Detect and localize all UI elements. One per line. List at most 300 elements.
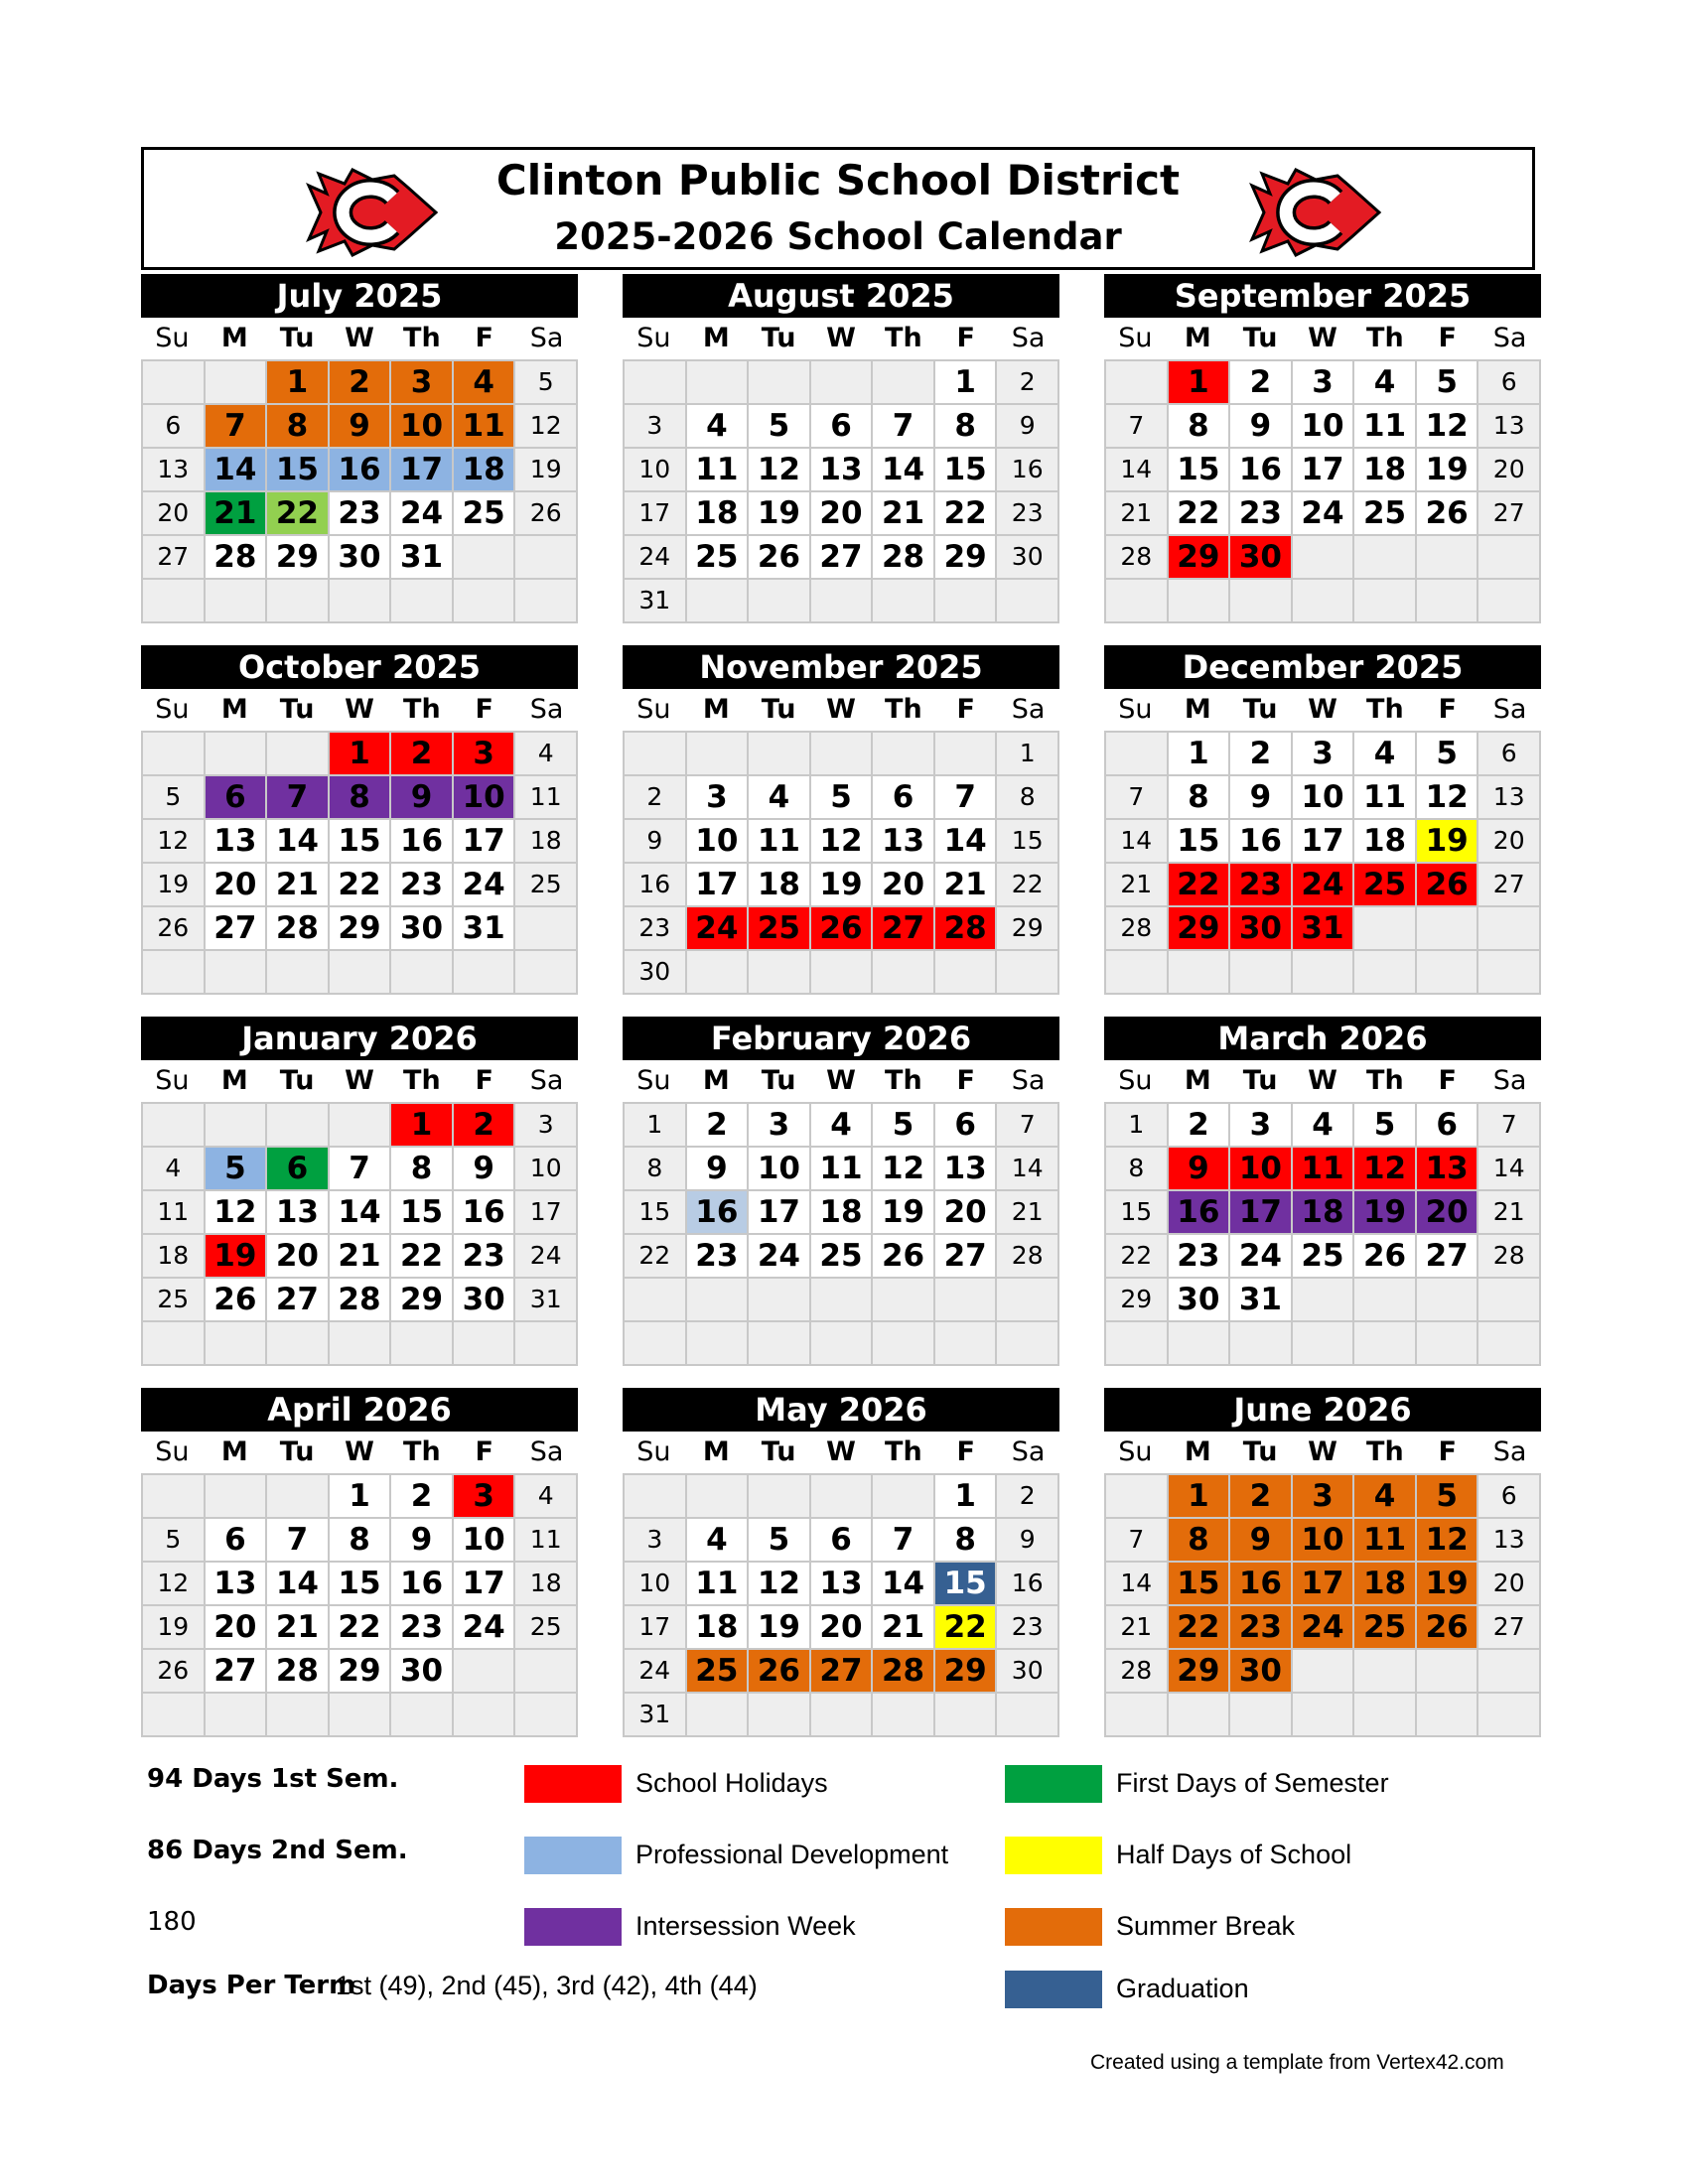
day-cell: 1: [267, 361, 330, 405]
day-cell: 8: [330, 1519, 392, 1563]
empty-cell: [997, 580, 1059, 623]
day-cell: 21: [997, 1191, 1059, 1235]
weekday-header: [623, 689, 1059, 731]
day-cell: 29: [1169, 907, 1231, 951]
day-cell: 27: [267, 1279, 330, 1322]
day-cell: 18: [1354, 1563, 1417, 1606]
weekday-label: F: [956, 694, 975, 725]
day-cell: 24: [1230, 1235, 1293, 1279]
day-cell: 18: [1354, 449, 1417, 492]
month-title: November 2025: [623, 645, 1059, 689]
empty-cell: [935, 951, 998, 995]
day-cell: 18: [749, 864, 811, 907]
day-cell: 24: [625, 1650, 687, 1694]
day-cell: 7: [935, 776, 998, 820]
empty-cell: [391, 951, 454, 995]
empty-cell: [330, 951, 392, 995]
day-cell: 23: [391, 1606, 454, 1650]
day-cell: 23: [997, 492, 1059, 536]
weekday-label: M: [702, 1065, 730, 1096]
day-cell: 27: [1478, 864, 1541, 907]
day-cell: 30: [391, 1650, 454, 1694]
day-cell: 12: [749, 449, 811, 492]
empty-cell: [1293, 1322, 1355, 1366]
day-cell: 28: [1106, 907, 1169, 951]
day-cell: 16: [687, 1191, 750, 1235]
day-cell: 16: [1230, 820, 1293, 864]
day-cell: 14: [873, 1563, 935, 1606]
day-grid: [1104, 731, 1541, 995]
day-cell: 19: [1417, 1563, 1479, 1606]
weekday-label: Su: [636, 323, 671, 353]
day-cell: 9: [1169, 1148, 1231, 1191]
empty-cell: [873, 733, 935, 776]
day-cell: 19: [873, 1191, 935, 1235]
empty-cell: [1354, 951, 1417, 995]
empty-cell: [811, 733, 874, 776]
day-cell: 1: [935, 361, 998, 405]
page-subtitle: 2025-2026 School Calendar: [554, 215, 1122, 258]
day-grid: [1104, 1473, 1541, 1737]
weekday-label: Tu: [761, 694, 796, 725]
weekday-label: Sa: [1492, 694, 1527, 725]
day-grid: [1104, 359, 1541, 623]
day-cell: 30: [330, 536, 392, 580]
day-cell: 24: [1293, 1606, 1355, 1650]
day-cell: 16: [1230, 1563, 1293, 1606]
day-cell: 15: [1169, 449, 1231, 492]
day-cell: 25: [454, 492, 516, 536]
day-cell: 4: [454, 361, 516, 405]
weekday-header: [141, 1060, 578, 1102]
day-cell: 28: [1106, 1650, 1169, 1694]
day-cell: 14: [206, 449, 268, 492]
day-cell: 30: [997, 536, 1059, 580]
weekday-label: F: [1438, 1436, 1457, 1467]
empty-cell: [935, 580, 998, 623]
day-cell: 10: [625, 449, 687, 492]
weekday-label: Tu: [1242, 1065, 1278, 1096]
weekday-header: [141, 689, 578, 731]
weekday-label: W: [826, 1065, 856, 1096]
day-cell: 11: [1354, 1519, 1417, 1563]
day-cell: 31: [1230, 1279, 1293, 1322]
day-cell: 12: [1417, 776, 1479, 820]
empty-cell: [1106, 1694, 1169, 1737]
day-cell: 20: [873, 864, 935, 907]
day-cell: 14: [935, 820, 998, 864]
empty-cell: [1106, 580, 1169, 623]
empty-cell: [1230, 580, 1293, 623]
empty-cell: [873, 1475, 935, 1519]
day-cell: 19: [1354, 1191, 1417, 1235]
day-cell: 2: [687, 1104, 750, 1148]
day-cell: 28: [997, 1235, 1059, 1279]
day-cell: 17: [625, 1606, 687, 1650]
day-cell: 28: [1106, 536, 1169, 580]
day-cell: 26: [143, 1650, 206, 1694]
day-cell: 23: [1230, 864, 1293, 907]
day-cell: 3: [454, 733, 516, 776]
day-cell: 19: [515, 449, 578, 492]
day-cell: 11: [687, 449, 750, 492]
weekday-label: W: [1308, 1065, 1337, 1096]
weekday-label: M: [220, 694, 248, 725]
empty-cell: [1478, 1322, 1541, 1366]
day-cell: 11: [515, 1519, 578, 1563]
empty-cell: [749, 1694, 811, 1737]
day-cell: 11: [143, 1191, 206, 1235]
day-cell: 27: [935, 1235, 998, 1279]
day-cell: 15: [330, 1563, 392, 1606]
day-grid: [1104, 1102, 1541, 1366]
day-cell: 8: [330, 776, 392, 820]
empty-cell: [1293, 536, 1355, 580]
day-cell: 28: [267, 907, 330, 951]
day-cell: 10: [454, 776, 516, 820]
weekday-label: W: [826, 694, 856, 725]
day-cell: 15: [625, 1191, 687, 1235]
weekday-label: Th: [1366, 1436, 1404, 1467]
empty-cell: [330, 580, 392, 623]
day-cell: 19: [143, 864, 206, 907]
empty-cell: [206, 361, 268, 405]
weekday-header: [623, 1060, 1059, 1102]
day-cell: 26: [749, 1650, 811, 1694]
day-cell: 15: [935, 449, 998, 492]
terms-value: 1st (49), 2nd (45), 3rd (42), 4th (44): [336, 1971, 758, 2000]
day-cell: 19: [206, 1235, 268, 1279]
weekday-label: Su: [636, 1065, 671, 1096]
day-cell: 8: [1169, 1519, 1231, 1563]
day-cell: 14: [267, 820, 330, 864]
weekday-label: Su: [1118, 1436, 1153, 1467]
day-grid: [623, 1102, 1059, 1366]
day-cell: 20: [267, 1235, 330, 1279]
empty-cell: [267, 1322, 330, 1366]
weekday-header: [623, 1432, 1059, 1473]
legend-swatch-summer: [1005, 1908, 1102, 1946]
weekday-label: Th: [1366, 323, 1404, 353]
day-cell: 28: [935, 907, 998, 951]
day-cell: 8: [1106, 1148, 1169, 1191]
day-cell: 22: [935, 1606, 998, 1650]
empty-cell: [1354, 907, 1417, 951]
empty-cell: [873, 1694, 935, 1737]
empty-cell: [1169, 1322, 1231, 1366]
day-cell: 9: [391, 776, 454, 820]
empty-cell: [391, 1694, 454, 1737]
day-cell: 5: [143, 1519, 206, 1563]
day-grid: [141, 359, 578, 623]
day-cell: 9: [1230, 1519, 1293, 1563]
day-cell: 24: [687, 907, 750, 951]
day-cell: 8: [1169, 776, 1231, 820]
empty-cell: [143, 580, 206, 623]
weekday-label: W: [1308, 1436, 1337, 1467]
day-cell: 25: [515, 864, 578, 907]
day-cell: 10: [1293, 405, 1355, 449]
day-cell: 1: [935, 1475, 998, 1519]
empty-cell: [391, 1322, 454, 1366]
day-cell: 11: [1354, 776, 1417, 820]
weekday-label: Sa: [1492, 323, 1527, 353]
weekday-label: Sa: [1492, 1065, 1527, 1096]
day-cell: 6: [935, 1104, 998, 1148]
weekday-label: M: [702, 694, 730, 725]
day-cell: 7: [1106, 1519, 1169, 1563]
empty-cell: [873, 580, 935, 623]
weekday-label: Tu: [761, 1065, 796, 1096]
day-cell: 20: [206, 1606, 268, 1650]
empty-cell: [811, 1279, 874, 1322]
day-cell: 5: [811, 776, 874, 820]
day-cell: 14: [873, 449, 935, 492]
empty-cell: [749, 361, 811, 405]
empty-cell: [143, 1104, 206, 1148]
day-cell: 26: [1417, 492, 1479, 536]
day-cell: 27: [811, 1650, 874, 1694]
weekday-label: W: [1308, 694, 1337, 725]
weekday-label: Th: [403, 323, 441, 353]
empty-cell: [625, 1475, 687, 1519]
day-cell: 23: [391, 864, 454, 907]
day-cell: 9: [391, 1519, 454, 1563]
empty-cell: [873, 1322, 935, 1366]
empty-cell: [143, 1475, 206, 1519]
day-cell: 5: [873, 1104, 935, 1148]
empty-cell: [1478, 536, 1541, 580]
empty-cell: [687, 951, 750, 995]
empty-cell: [749, 1475, 811, 1519]
day-cell: 22: [391, 1235, 454, 1279]
weekday-label: Tu: [1242, 323, 1278, 353]
day-cell: 15: [1169, 820, 1231, 864]
empty-cell: [267, 733, 330, 776]
day-cell: 1: [330, 1475, 392, 1519]
weekday-label: Th: [403, 694, 441, 725]
day-cell: 18: [454, 449, 516, 492]
weekday-label: F: [475, 1436, 493, 1467]
empty-cell: [1478, 907, 1541, 951]
weekday-label: M: [220, 323, 248, 353]
page-title: Clinton Public School District: [495, 156, 1181, 205]
empty-cell: [1293, 1650, 1355, 1694]
weekday-label: Su: [1118, 1065, 1153, 1096]
empty-cell: [206, 951, 268, 995]
day-cell: 7: [330, 1148, 392, 1191]
day-cell: 22: [1106, 1235, 1169, 1279]
day-cell: 4: [515, 733, 578, 776]
day-cell: 18: [687, 492, 750, 536]
empty-cell: [687, 1694, 750, 1737]
empty-cell: [206, 1694, 268, 1737]
day-cell: 17: [1230, 1191, 1293, 1235]
day-cell: 24: [391, 492, 454, 536]
day-cell: 21: [935, 864, 998, 907]
day-cell: 17: [391, 449, 454, 492]
day-cell: 6: [811, 405, 874, 449]
day-cell: 13: [1478, 405, 1541, 449]
day-cell: 23: [625, 907, 687, 951]
empty-cell: [143, 1322, 206, 1366]
day-cell: 21: [206, 492, 268, 536]
weekday-label: Sa: [1492, 1436, 1527, 1467]
empty-cell: [935, 1694, 998, 1737]
empty-cell: [749, 733, 811, 776]
day-cell: 6: [1478, 1475, 1541, 1519]
day-cell: 21: [1478, 1191, 1541, 1235]
empty-cell: [811, 580, 874, 623]
day-cell: 24: [625, 536, 687, 580]
empty-cell: [811, 1322, 874, 1366]
empty-cell: [143, 361, 206, 405]
day-cell: 8: [267, 405, 330, 449]
empty-cell: [873, 951, 935, 995]
day-cell: 4: [1354, 1475, 1417, 1519]
empty-cell: [206, 733, 268, 776]
day-cell: 17: [515, 1191, 578, 1235]
day-cell: 4: [1354, 733, 1417, 776]
day-cell: 4: [687, 405, 750, 449]
weekday-label: Tu: [279, 1065, 315, 1096]
day-cell: 12: [873, 1148, 935, 1191]
empty-cell: [1230, 1694, 1293, 1737]
day-cell: 15: [391, 1191, 454, 1235]
day-cell: 25: [1354, 864, 1417, 907]
weekday-label: M: [702, 323, 730, 353]
day-cell: 21: [1106, 492, 1169, 536]
weekday-label: M: [1184, 1065, 1211, 1096]
weekday-label: Sa: [529, 323, 564, 353]
day-cell: 30: [625, 951, 687, 995]
day-cell: 13: [206, 1563, 268, 1606]
day-cell: 29: [330, 1650, 392, 1694]
day-cell: 18: [515, 820, 578, 864]
day-cell: 6: [811, 1519, 874, 1563]
day-cell: 2: [454, 1104, 516, 1148]
legend-label-intersession: Intersession Week: [635, 1911, 856, 1941]
day-cell: 3: [625, 1519, 687, 1563]
day-cell: 24: [1293, 864, 1355, 907]
empty-cell: [454, 1650, 516, 1694]
weekday-label: Tu: [279, 694, 315, 725]
empty-cell: [1354, 536, 1417, 580]
day-cell: 23: [454, 1235, 516, 1279]
day-cell: 31: [515, 1279, 578, 1322]
weekday-label: Sa: [1011, 1065, 1046, 1096]
weekday-label: F: [956, 1065, 975, 1096]
empty-cell: [1230, 1322, 1293, 1366]
empty-cell: [687, 1322, 750, 1366]
day-cell: 19: [1417, 820, 1479, 864]
empty-cell: [330, 1694, 392, 1737]
day-cell: 5: [1417, 1475, 1479, 1519]
day-cell: 25: [515, 1606, 578, 1650]
day-cell: 15: [330, 820, 392, 864]
weekday-label: Sa: [529, 1065, 564, 1096]
weekday-header: [141, 1432, 578, 1473]
day-cell: 29: [1106, 1279, 1169, 1322]
day-cell: 20: [811, 1606, 874, 1650]
day-cell: 15: [267, 449, 330, 492]
day-cell: 22: [330, 1606, 392, 1650]
empty-cell: [330, 1322, 392, 1366]
empty-cell: [1354, 1694, 1417, 1737]
empty-cell: [1417, 1322, 1479, 1366]
day-cell: 3: [454, 1475, 516, 1519]
empty-cell: [330, 1104, 392, 1148]
empty-cell: [935, 1279, 998, 1322]
empty-cell: [625, 733, 687, 776]
day-cell: 26: [206, 1279, 268, 1322]
empty-cell: [267, 951, 330, 995]
day-cell: 17: [625, 492, 687, 536]
day-cell: 4: [687, 1519, 750, 1563]
weekday-label: Th: [403, 1065, 441, 1096]
day-cell: 8: [935, 1519, 998, 1563]
month-title: February 2026: [623, 1017, 1059, 1060]
weekday-label: F: [475, 323, 493, 353]
day-cell: 16: [625, 864, 687, 907]
empty-cell: [267, 580, 330, 623]
day-cell: 10: [454, 1519, 516, 1563]
day-cell: 20: [935, 1191, 998, 1235]
day-cell: 30: [1230, 536, 1293, 580]
weekday-label: Su: [1118, 694, 1153, 725]
day-cell: 5: [1417, 733, 1479, 776]
day-cell: 1: [997, 733, 1059, 776]
empty-cell: [687, 1279, 750, 1322]
day-cell: 16: [997, 1563, 1059, 1606]
day-cell: 14: [1106, 1563, 1169, 1606]
empty-cell: [1478, 1694, 1541, 1737]
empty-cell: [687, 361, 750, 405]
month-october-2025: [141, 645, 578, 995]
day-cell: 3: [687, 776, 750, 820]
day-cell: 18: [687, 1606, 750, 1650]
weekday-label: Sa: [529, 1436, 564, 1467]
day-cell: 20: [1478, 820, 1541, 864]
weekday-label: Tu: [1242, 1436, 1278, 1467]
empty-cell: [1417, 1279, 1479, 1322]
empty-cell: [206, 1475, 268, 1519]
empty-cell: [206, 1104, 268, 1148]
month-august-2025: [623, 274, 1059, 623]
day-cell: 12: [143, 820, 206, 864]
day-cell: 2: [1230, 361, 1293, 405]
day-cell: 26: [515, 492, 578, 536]
day-cell: 3: [391, 361, 454, 405]
empty-cell: [1293, 951, 1355, 995]
day-cell: 30: [391, 907, 454, 951]
day-cell: 12: [811, 820, 874, 864]
empty-cell: [1106, 951, 1169, 995]
month-june-2026: [1104, 1388, 1541, 1737]
day-cell: 15: [1106, 1191, 1169, 1235]
day-cell: 14: [330, 1191, 392, 1235]
weekday-label: Th: [885, 1436, 922, 1467]
empty-cell: [1354, 1279, 1417, 1322]
empty-cell: [1169, 951, 1231, 995]
day-cell: 31: [1293, 907, 1355, 951]
weekday-header: [1104, 1432, 1541, 1473]
empty-cell: [1354, 1322, 1417, 1366]
day-cell: 27: [1417, 1235, 1479, 1279]
day-cell: 29: [391, 1279, 454, 1322]
day-cell: 29: [1169, 536, 1231, 580]
day-cell: 16: [997, 449, 1059, 492]
